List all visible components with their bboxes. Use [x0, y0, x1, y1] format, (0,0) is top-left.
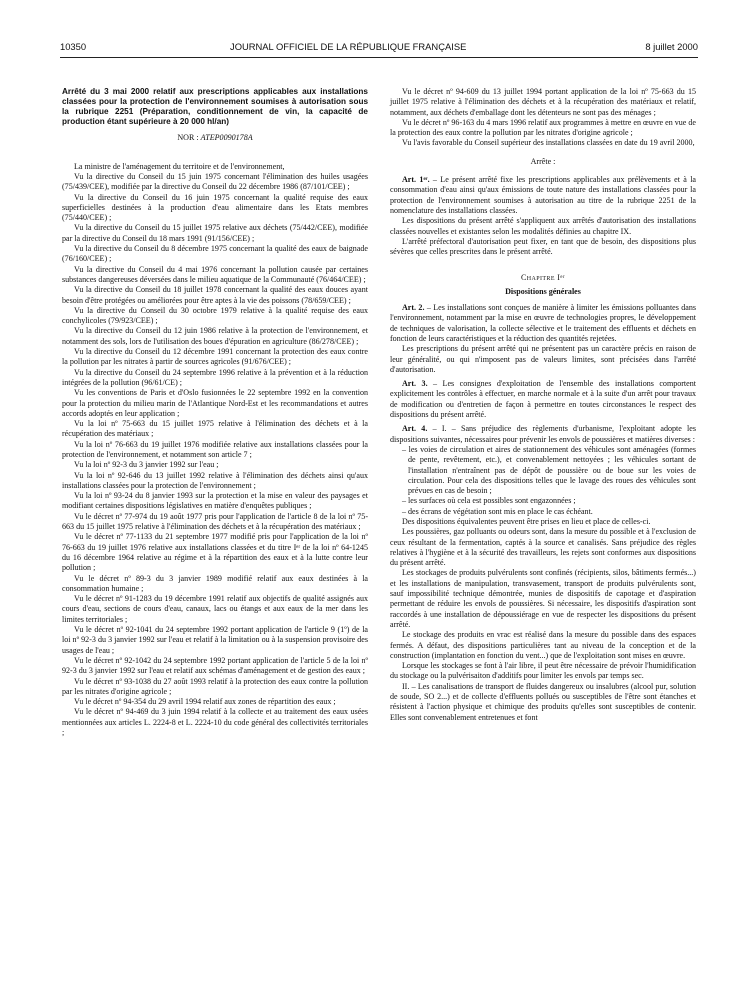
journal-title: JOURNAL OFFICIEL DE LA RÉPUBLIQUE FRANÇAISE [230, 41, 467, 52]
nor-code: ATEP0090178A [200, 133, 253, 143]
visa-paragraph: Vu le décret nº 92-1041 du 24 septembre 1992 portant application de l'article 9 (1º) de la loi nº 92-3 du 3 janvier 1992 sur l'eau et relatif à la limitation ou à la suspension provisoire des usages de l'eau ; [62, 625, 368, 655]
visa-paragraph: Vu l'avis favorable du Conseil supérieur des installations classées en date du 19 avril 2000, [402, 138, 695, 148]
visa-paragraph: Vu la loi nº 92-646 du 13 juillet 1992 relative à l'élimination des déchets ainsi qu'aux installations classées pour la protection de l'environnement ; [62, 470, 368, 490]
chapter-title: Dispositions générales [505, 286, 581, 296]
article-1-text: – Le présent arrêté fixe les prescriptions applicables aux prélèvements et à la consommation d'eau ainsi qu'aux émissions de toute nature des installations classées pour la protection de l'environnement soumises à autorisation au titre de la rubrique 2251 de la nomenclature des installations classées. [390, 175, 696, 215]
article-4-text: – I. – Sans préjudice des règlements d'urbanisme, l'exploitant adopte les dispositions suivantes, nécessaires pour prévenir les envols de poussières et matières diverses : [390, 424, 696, 444]
visa-paragraph: Vu la directive du Conseil du 12 juin 1986 relative à la protection de l'environnement, et notamment des sols, lors de l'utilisation des boues d'épuration en agriculture (86/278/CEE) ; [62, 326, 368, 346]
article-2-label: Art. 2. [402, 303, 425, 313]
visa-paragraph: Vu la directive du Conseil du 24 septembre 1996 relative à la prévention et à la réduction intégrées de la pollution (96/61/CE) ; [62, 367, 368, 387]
visa-paragraph: Vu la directive du Conseil du 12 décembre 1991 concernant la protection des eaux contre la pollution par les nitrates à partir de sources agricoles (91/676/CEE) ; [62, 347, 368, 367]
visa-paragraph: Vu le décret nº 94-469 du 3 juin 1994 relatif à la collecte et au traitement des eaux usées mentionnées aux articles L. 2224-8 et L. 2224-10 du code général des collectivités territoriales ; [62, 707, 368, 737]
article-2 [390, 303, 696, 344]
article-2-paragraphs [390, 344, 696, 375]
visa-paragraph: Vu le décret nº 93-1038 du 27 août 1993 relatif à la protection des eaux contre la pollution par les nitrates d'origine agricole ; [62, 676, 368, 696]
visa-paragraph: Vu le décret nº 91-1283 du 19 décembre 1991 relatif aux objectifs de qualité assignés aux cours d'eau, sections de cours d'eau, canaux, lacs ou étangs et aux eaux de la mer dans les limites territoriales ; [62, 594, 368, 624]
visa-paragraph: Vu le décret nº 96-163 du 4 mars 1996 relatif aux programmes à mettre en œuvre en vue de la protection des eaux contre la pollution par les nitrates d'origine agricole ; [390, 117, 696, 138]
article-paragraph: Les prescriptions du présent arrêté qui ne présentent pas un caractère précis en raison de leur généralité, ou qui n'imposent pas de valeurs limites, sont précisées dans l'arrêté d'autorisation. [390, 344, 696, 374]
article-1 [390, 175, 696, 216]
visa-paragraphs-continued [390, 87, 696, 149]
article-3-label: Art. 3. [402, 379, 428, 389]
visa-paragraph: Vu le décret nº 92-1042 du 24 septembre 1992 portant application de l'article 5 de la loi nº 92-3 du 3 janvier 1992 sur l'eau et relatif aux schémas d'aménagement et de gestion des eaux ; [62, 655, 368, 676]
visa-paragraph: Vu le décret nº 89-3 du 3 janvier 1989 modifié relatif aux eaux destinées à la consommation humaine ; [62, 573, 368, 593]
right-column [390, 87, 696, 723]
article-list-item: – les voies de circulation et aires de stationnement des véhicules sont aménagées (formes de pente, revêtement, etc.), et convenablement nettoyées ; les véhicules sortant de l'installation n'entraînent pas de dépôt de poussière ou de boue sur les voies de circulation. Pour cela des dispositions telles que le lavage des roues des véhicules sont prévues en cas de besoin ; [402, 444, 696, 496]
visa-paragraph: Vu la directive du Conseil du 16 juin 1975 concernant la qualité requise des eaux superficielles destinées à la production d'eau alimentaire dans les Etats membres (75/440/CEE) ; [62, 192, 368, 223]
article-4-paragraphs [390, 517, 696, 723]
article-4 [390, 424, 696, 445]
page-number: 10350 [60, 41, 87, 52]
visa-paragraphs [62, 162, 368, 739]
article-paragraph: II. – Les canalisations de transport de fluides dangereux ou insalubres (alcool pur, solution de soude, SO 2...) et de collecte d'effluents pollués ou susceptibles de l'être sont étanches et résistent à l'action physique et chimique des produits qu'elles sont susceptibles de contenir. Elles sont convenablement entretenues et font [390, 681, 696, 722]
visa-paragraph: Vu le décret nº 94-609 du 13 juillet 1994 portant application de la loi nº 75-663 du 15 juillet 1975 relative à l'élimination des déchets et à la récupération des matériaux et relatif, notamment, aux déchets d'emballage dont les détenteurs ne sont pas des ménages ; [390, 87, 696, 117]
left-column [62, 87, 368, 738]
nor-label: NOR : [177, 133, 199, 143]
visa-paragraph: Vu le décret nº 77-1133 du 21 septembre 1977 modifié pris pour l'application de la loi nº 76-663 du 19 juillet 1976 relative aux installations classées et du titre Iᵉʳ de la loi nº 64-1245 du 16 décembre 1964 relative au régime et à la répartition des eaux et à la lutte contre leur pollution ; [62, 532, 368, 573]
article-list-item: – les surfaces où cela est possibles sont engazonnées ; [402, 496, 576, 506]
article-4-list [390, 445, 696, 517]
article-3-text: – Les consignes d'exploitation de l'ensemble des installations comportent explicitement les contrôles à effectuer, en marche normale et à la suite d'un arrêt pour travaux de modification ou d'entretien de façon à permettre en toutes circonstances le respect des dispositions du présent arrêté. [390, 379, 696, 420]
chapter-label: Chapitre Iᵉʳ [520, 273, 565, 283]
visa-paragraph: Vu la directive du Conseil du 15 juin 1975 concernant l'élimination des huiles usagées (75/439/CEE), modifiée par la directive du Conseil du 22 décembre 1986 (87/101/CEE) ; [62, 171, 368, 192]
nor-reference [62, 133, 368, 143]
visa-paragraph: Vu les conventions de Paris et d'Oslo fusionnées le 22 septembre 1992 en la convention pour la protection du milieu marin de l'Atlantique Nord-Est et les recommandations et autres accords adoptés en leur application ; [62, 388, 368, 418]
visa-paragraph: Vu le décret nº 77-974 du 19 août 1977 pris pour l'application de l'article 8 de la loi nº 75-663 du 15 juillet 1975 relative à l'élimination des déchets et à la récupération des matériaux ; [62, 511, 368, 532]
article-1-paragraphs [390, 216, 696, 257]
visa-paragraph: Vu la directive du Conseil du 4 mai 1976 concernant la pollution causée par certaines substances dangereuses déversées dans le milieu aquatique de la Communauté (76/464/CEE) ; [62, 264, 368, 284]
article-paragraph: Les poussières, gaz polluants ou odeurs sont, dans la mesure du possible et à l'exclusion de ceux résultant de la fermentation, captés à la source et canalisés. Sans préjudice des règles relatives à l'hygiène et à la sécurité des travailleurs, les rejets sont conformes aux dispositions du présent arrêté. [390, 527, 696, 568]
visa-paragraph: Vu la directive du Conseil du 18 juillet 1978 concernant la qualité des eaux douces ayant besoin d'être protégées ou améliorées pour être aptes à la vie des poissons (78/659/CEE) ; [62, 285, 368, 305]
issue-date: 8 juillet 2000 [645, 41, 698, 52]
article-1-label: Art. 1ᵉʳ. [402, 175, 430, 185]
article-paragraph: Lorsque les stockages se font à l'air libre, il peut être nécessaire de prévoir l'humidification du stockage ou la pulvérisaiton d'additifs pour limiter les envols par temps sec. [390, 661, 696, 681]
visa-paragraph: Vu la loi nº 75-663 du 15 juillet 1975 relative à l'élimination des déchets et à la récupération des matériaux ; [62, 419, 368, 439]
visa-paragraph: Vu la directive du Conseil du 8 décembre 1975 concernant la qualité des eaux de baignade (76/160/CEE) ; [62, 244, 368, 264]
article-paragraph: Les stockages de produits pulvérulents sont confinés (récipients, silos, bâtiments fermés...) et les installations de manipulation, transvasement, transport de produits pulvérulents sont, sauf impossibilité technique démontrée, munies de dispositifs de capotage et d'aspiration permettant de réduire les envols de poussières. Si nécessaire, les dispositifs d'aspiration sont raccordés à une installation de dépoussiérage en vue de respecter les dispositions du présent arrêté. [390, 568, 696, 629]
article-3 [390, 379, 696, 420]
visa-paragraph: La ministre de l'aménagement du territoire et de l'environnement, [74, 161, 285, 171]
visa-paragraph: Vu la directive du Conseil du 30 octobre 1979 relative à la qualité requise des eaux conchylicoles (79/923/CEE) ; [62, 305, 368, 326]
page-header [60, 41, 698, 55]
header-rule [60, 57, 698, 58]
visa-paragraph: Vu la directive du Conseil du 15 juillet 1975 relative aux déchets (75/442/CEE), modifiée par la directive du Conseil du 18 mars 1991 (91/156/CEE) ; [62, 223, 368, 243]
article-paragraph: Des dispositions équivalentes peuvent être prises en lieu et place de celles-ci. [402, 516, 651, 526]
article-4-label: Art. 4. [402, 424, 428, 434]
visa-paragraph: Vu le décret nº 94-354 du 29 avril 1994 relatif aux zones de répartition des eaux ; [74, 697, 336, 707]
article-paragraph: L'arrêté préfectoral d'autorisation peut fixer, en tant que de besoin, des dispositions plus sévères que celles prescrites dans le présent arrêté. [390, 236, 696, 257]
arrete-label: Arrête : [530, 156, 556, 166]
article-2-text: – Les installations sont conçues de manière à limiter les émissions polluantes dans l'environnement, notamment par la mise en œuvre de technologies propres, le développement de techniques de valorisation, la collecte sélective et le traitement des effluents et déchets en fonction de leurs caractéristiques et la réduction des quantités rejetées. [390, 303, 696, 343]
visa-paragraph: Vu la loi nº 92-3 du 3 janvier 1992 sur l'eau ; [74, 460, 219, 470]
decree-title: Arrêté du 3 mai 2000 relatif aux prescriptions applicables aux installations classées pour la protection de l'environnement soumises à autorisation sous la rubrique 2251 (Préparation, conditionnement de vin, la capacité de production étant supérieure à 20 000 hl/an) [62, 87, 368, 127]
article-list-item: – des écrans de végétation sont mis en place le cas échéant. [402, 506, 593, 516]
visa-paragraph: Vu la loi nº 76-663 du 19 juillet 1976 modifiée relative aux installations classées pour la protection de l'environnement, et notamment son article 7 ; [62, 439, 368, 459]
article-paragraph: Le stockage des produits en vrac est réalisé dans la mesure du possible dans des espaces fermés. A défaut, des dispositions particulières tant au niveau de la conception et de la construction (implantation en fonction du vent...) que de l'exploitation sont mises en œuvre. [390, 630, 696, 660]
visa-paragraph: Vu la loi nº 93-24 du 8 janvier 1993 sur la protection et la mise en valeur des paysages et modifiant certaines dispositions législatives en matière d'enquêtes publiques ; [62, 491, 368, 511]
article-paragraph: Les dispositions du présent arrêté s'appliquent aux arrêtés d'autorisation des installations classées nouvelles et existantes selon les modalités définies au chapitre IX. [390, 216, 696, 236]
